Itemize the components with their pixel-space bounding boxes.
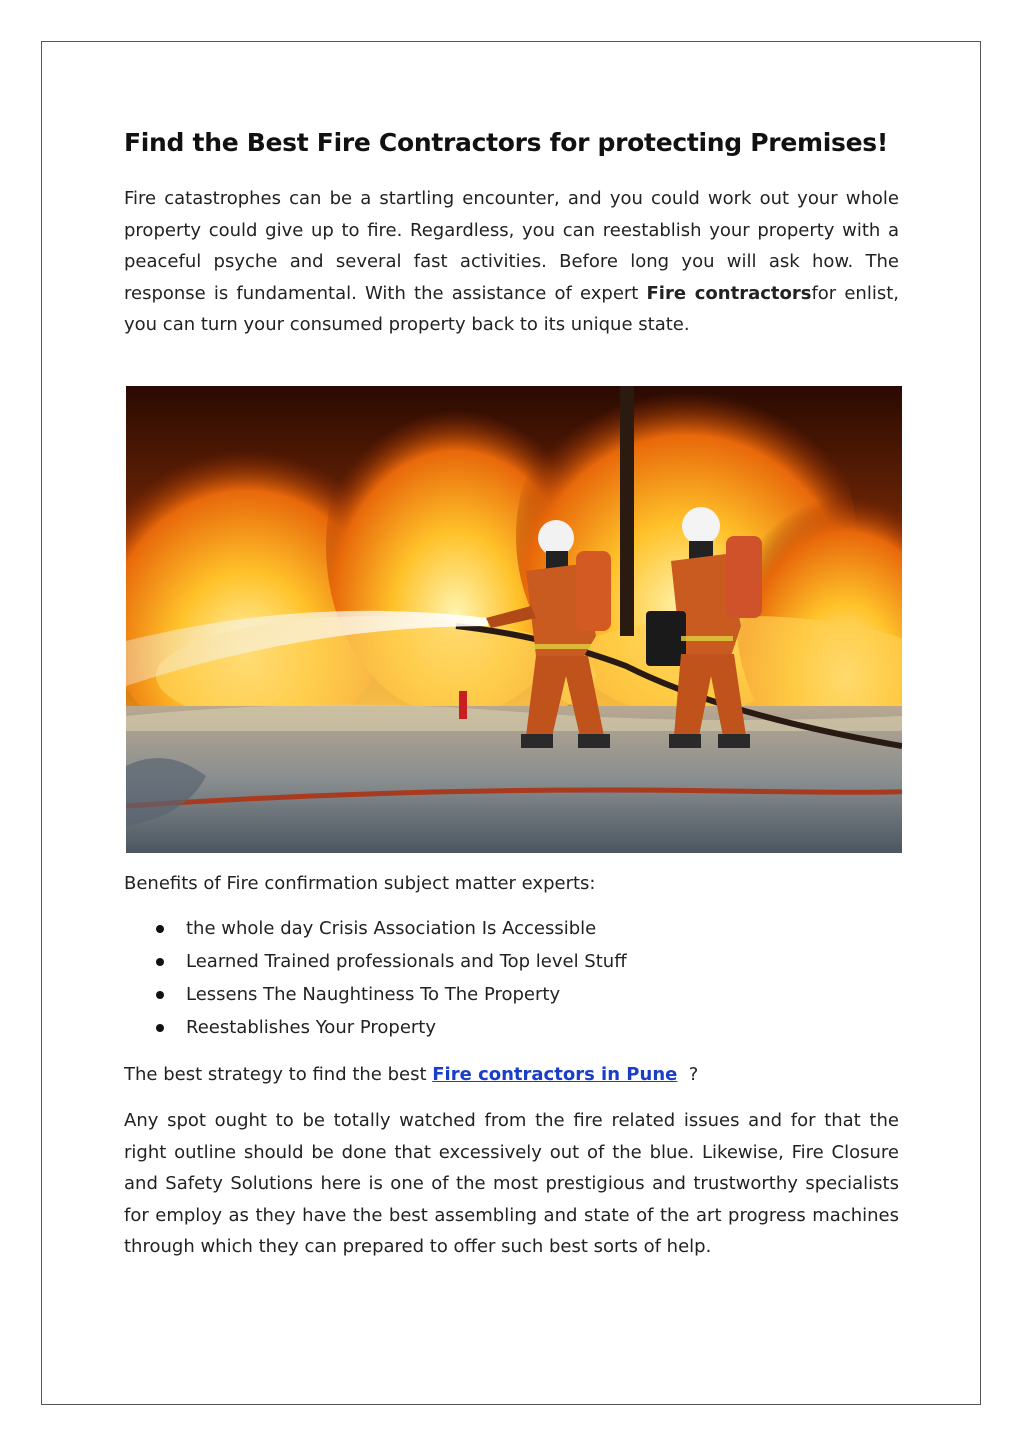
list-item-label: Learned Trained professionals and Top level Stuff [186, 951, 627, 972]
intro-paragraph [124, 183, 899, 341]
benefits-list [124, 912, 899, 1044]
page-title: Find the Best Fire Contractors for protecting Premises! [124, 128, 888, 157]
list-item [124, 1011, 899, 1044]
list-item-label: Lessens The Naughtiness To The Property [186, 984, 561, 1005]
list-item [124, 945, 899, 978]
bullet-icon [156, 958, 164, 966]
list-item-label: the whole day Crisis Association Is Accessible [186, 918, 597, 939]
intro-bold-term: Fire contractors [646, 282, 812, 304]
strategy-text: The best strategy to find the best [124, 1064, 433, 1085]
closing-paragraph: Any spot ought to be totally watched from the fire related issues and for that the right outline should be done that excessively out of the blue. Likewise, Fire Closure and Safety Solutions here is one of the most prestigious and trustworthy specialists for employ as they have the best assembling and state of the art progress machines through which they can prepared to offer such best sorts of help. [124, 1110, 899, 1258]
firefighters-photo [126, 386, 902, 853]
bullet-icon [156, 1024, 164, 1032]
fire-contractors-pune-link[interactable]: Fire contractors in Pune [432, 1064, 678, 1085]
strategy-question [124, 1059, 899, 1091]
list-item [124, 912, 899, 945]
list-item-label: Reestablishes Your Property [186, 1017, 437, 1038]
intro-text: Fire catastrophes can be a startling encounter, and you could work out your whole property could give up to fire. Regardless, you can reestablish your property with a peaceful psyche and several fast activities. Before long you will ask how. The response is fundamental. With the assistance of expert [124, 188, 899, 304]
strategy-question-mark: ? [677, 1064, 699, 1085]
bullet-icon [156, 991, 164, 999]
list-item [124, 978, 899, 1011]
bullet-icon [156, 925, 164, 933]
firefighters-illustration [126, 386, 902, 853]
intro-text-end: for enlist, you can turn your consumed property back to its unique state. [124, 282, 899, 336]
benefits-heading: Benefits of Fire confirmation subject matter experts: [124, 873, 596, 894]
